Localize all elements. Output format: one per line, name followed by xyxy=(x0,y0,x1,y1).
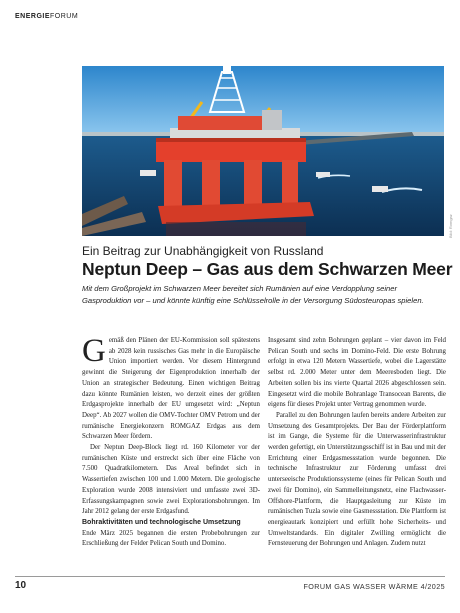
section-subheading: Bohraktivitäten und technologische Umsetzung xyxy=(82,518,241,526)
section-header xyxy=(15,13,78,20)
article-photo xyxy=(82,66,444,236)
section-name-bold: ENERGIE xyxy=(15,13,51,20)
drilling-rig-photo xyxy=(82,66,444,236)
photo-credit: Bild: Romgaz xyxy=(448,214,453,238)
text-column-left xyxy=(82,333,260,550)
section-name-thin: FORUM xyxy=(50,13,79,20)
page-number: 10 xyxy=(15,580,27,591)
text-column-right xyxy=(268,336,446,550)
journal-name: FORUM GAS WASSER WÄRME 4/2025 xyxy=(303,582,445,591)
article-title: Neptun Deep – Gas aus dem Schwarzen Meer xyxy=(82,259,453,279)
paragraph: Parallel zu den Bohrungen laufen bereits andere Arbeiten zur Umsetzung des Gesamtprojekts. Der Bau der Förderplattform ist im Gange, die Systeme für die Unterwasserinfrastruktur werden gefertigt, ein Unterstützungsschiff ist in Bau und mit der Errichtung einer Erdgasmessstation wurde begonnen. Die technische Infrastruktur zur Förderung umfasst drei unterseeische Produktionssysteme (eines für Pelican South und zwei für Domino), ein Sammelleitungsnetz, eine Flachwasser-Offshore-Plattform, die Hauptgasleitung zur Küste im rumänischen Tuzla sowie eine Gasmessstation. Die Plattform ist energieautark konzipiert und erfüllt hohe Sicherheits- und Umweltstandards. Ein digitaler Zwilling ermöglicht die Fernsteuerung der Bohrungen und Anlagen. Zudem nutzt xyxy=(268,411,446,548)
footer-divider xyxy=(15,576,445,577)
drop-cap: G xyxy=(82,333,106,369)
paragraph-text: emäß den Plänen der EU-Kommission soll spätestens ab 2028 kein russisches Gas mehr in die Europäische Union importiert werden. Vor diesem Hintergrund gewinnt die Steigerung der Eigenproduktion innerhalb der Union an strategischer Bedeutung. Einen wichtigen Beitrag dazu könnte Rumänien leisten, wo derzeit eines der größten Erdgasprojekte innerhalb der EU umgesetzt wird: „Neptun Deep“. Ab 2027 wollen die OMV-Tochter OMV Petrom und der rumänische Energiekonzern ROMGAZ Erdgas aus dem Schwarzen Meer fördern. xyxy=(82,337,260,441)
paragraph xyxy=(82,333,260,443)
article-kicker: Ein Beitrag zur Unabhängigkeit von Russland xyxy=(82,244,324,258)
paragraph: Der Neptun Deep-Block liegt rd. 160 Kilometer vor der rumänischen Küste und erstreckt sich über eine Fläche von 7.500 Quadratkilometern. Das Areal befindet sich in Wassertiefen zwischen 100 und 1.000 Metern. Die geologische Exploration wurde 2008 intensiviert und umfasste zwei 3D-Erfassungskampagnen sowie zwei Explorationsbohrungen. Im Jahr 2012 gelang der erste Erdgasfund. xyxy=(82,444,260,516)
paragraph: Insgesamt sind zehn Bohrungen geplant – vier davon im Feld Pelican South und sechs im Domino-Feld. Die erste Bohrung erfolgt in etwa 120 Metern Wassertiefe, wobei die Lagerstätte selbst rd. 2.000 Meter unter dem Meeresboden liegt. Die Arbeiten sollen bis ins vierte Quartal 2026 abgeschlossen sein. Eingesetzt wird die mobile Bohranlage Transocean Barents, die eigens für dieses Projekt unter Vertrag genommen wurde. xyxy=(268,337,446,409)
paragraph: Ende März 2025 begannen die ersten Probebohrungen zur Erschließung der Felder Pelican South und Domino. xyxy=(82,529,260,548)
article-lead: Mit dem Großprojekt im Schwarzen Meer bereitet sich Rumänien auf eine Verdopplung seiner Gasproduktion vor – und könnte künftig eine Schlüsselrolle in der Versorgung Südosteuropas spielen. xyxy=(82,284,424,305)
